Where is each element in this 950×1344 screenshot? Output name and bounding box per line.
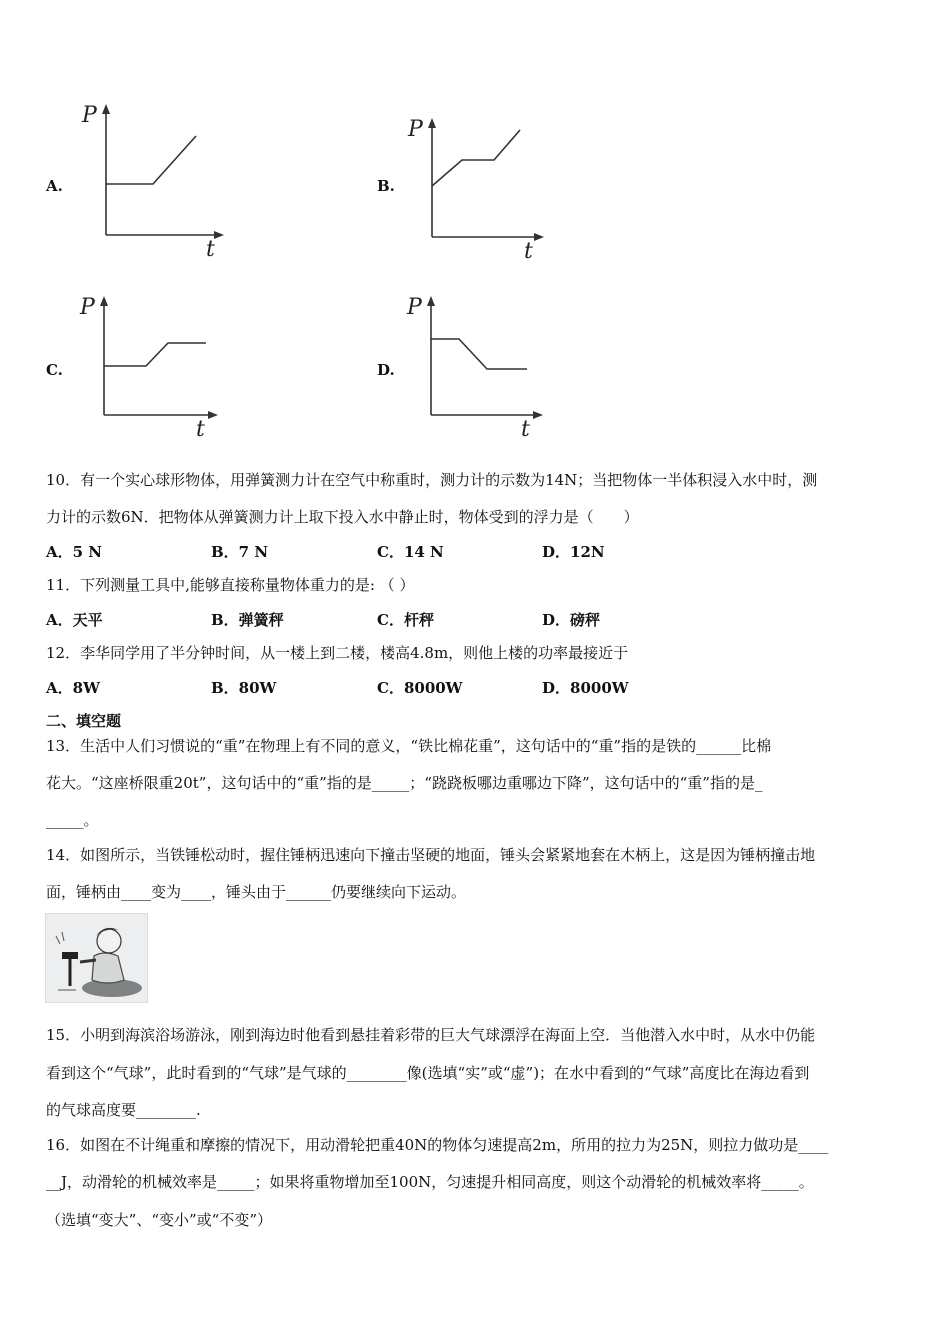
q11-option-b: B．弹簧秤 (211, 611, 284, 629)
q12-option-c: C．8000W (377, 679, 463, 697)
q14-line2: 面，锤柄由____变为____，锤头由于______仍要继续向下运动。 (46, 883, 467, 901)
q13-line2: 花大。“这座桥限重20t”，这句话中的“重”指的是_____；“跷跷板哪边重哪边下降”，这句话中的“重”指的是_ (46, 774, 763, 792)
q11-line1: 11．下列测量工具中,能够直接称量物体重力的是: （ ） (46, 576, 415, 594)
graph-a-x-arrow (214, 231, 224, 239)
q10-option-d: D．12N (542, 543, 605, 561)
graph-b-y-arrow (428, 118, 436, 128)
boy-arm-shape (80, 960, 96, 962)
option-b-label: B. (377, 177, 395, 195)
q16-line3: （选填“变大”、“变小”或“不变”） (46, 1211, 273, 1229)
q15-line3: 的气球高度要________. (46, 1101, 201, 1119)
graph-c-axis-p: P (80, 295, 95, 320)
graph-a-svg (78, 100, 238, 260)
graph-c-curve (104, 343, 206, 366)
hammer-head-shape (62, 952, 78, 959)
q14-line1: 14．如图所示，当铁锤松动时，握住锤柄迅速向下撞击坚硬的地面，锤头会紧紧地套在木柄上，这是因为锤柄撞击地 (46, 846, 816, 864)
q13-line3: _____。 (46, 811, 99, 829)
graph-a-curve (106, 136, 196, 184)
q16-line1: 16．如图在不计绳重和摩擦的情况下，用动滑轮把重40N的物体匀速提高2m，所用的拉力为25N，则拉力做功是____ (46, 1136, 829, 1154)
graph-c-x-arrow (208, 411, 218, 419)
q11-option-a: A．天平 (46, 611, 103, 629)
graph-d (403, 280, 563, 444)
graph-d-axis-p: P (407, 295, 422, 320)
q15-line1: 15．小明到海滨浴场游泳，刚到海边时他看到悬挂着彩带的巨大气球漂浮在海面上空．当他潜入水中时，从水中仍能 (46, 1026, 816, 1044)
graph-a-axis-t: t (206, 237, 215, 262)
graph-d-svg (403, 280, 563, 440)
option-c-label: C. (46, 361, 63, 379)
q13-line1: 13．生活中人们习惯说的“重”在物理上有不同的意义，“铁比棉花重”，这句话中的“重”指的是铁的______比棉 (46, 737, 772, 755)
graph-a-axis-p: P (82, 103, 97, 128)
q10-option-c: C．14 N (377, 543, 444, 561)
q16-line2: __J，动滑轮的机械效率是_____；如果将重物增加至100N，匀速提升相同高度，则这个动滑轮的机械效率将_____。 (46, 1173, 814, 1191)
graph-a-y-arrow (102, 104, 110, 114)
graph-c-svg (76, 280, 236, 440)
graph-c-y-arrow (100, 296, 108, 306)
graph-d-x-arrow (533, 411, 543, 419)
graph-b (404, 102, 564, 266)
boy-hammer-drawing (46, 914, 147, 1002)
option-a-label: A. (46, 177, 63, 195)
q11-option-c: C．杆秤 (377, 611, 434, 629)
q15-line2: 看到这个“气球”，此时看到的“气球”是气球的________像(选填“实”或“虚”)；在水中看到的“气球”高度比在海边看到 (46, 1064, 810, 1082)
section-title-fill-blank: 二、填空题 (46, 712, 122, 730)
motion-line-1 (56, 936, 60, 944)
boy-body-shape (92, 953, 124, 983)
graph-d-y-arrow (427, 296, 435, 306)
q12-option-b: B．80W (211, 679, 277, 697)
q12-line1: 12．李华同学用了半分钟时间，从一楼上到二楼，楼高4.8m，则他上楼的功率最接近于 (46, 644, 629, 662)
graph-c-axis-t: t (196, 417, 205, 442)
graph-b-axis-p: P (408, 117, 423, 142)
graph-b-svg (404, 102, 564, 262)
boy-head-shape (97, 929, 121, 953)
q10-option-a: A．5 N (46, 543, 103, 561)
option-d-label: D. (377, 361, 395, 379)
q12-option-a: A．8W (46, 679, 100, 697)
motion-line-2 (62, 932, 64, 941)
graph-b-x-arrow (534, 233, 544, 241)
graph-a (78, 100, 238, 264)
graph-c (76, 280, 236, 444)
graph-d-curve (431, 339, 527, 369)
graph-d-axis-t: t (521, 417, 530, 442)
q10-line2: 力计的示数6N．把物体从弹簧测力计上取下投入水中静止时，物体受到的浮力是（ ） (46, 508, 639, 526)
q10-line1: 10．有一个实心球形物体，用弹簧测力计在空气中称重时，测力计的示数为14N；当把物体一半体积浸入水中时，测 (46, 471, 818, 489)
graph-b-curve (432, 130, 520, 186)
q10-option-b: B．7 N (211, 543, 269, 561)
graph-b-axis-t: t (524, 239, 533, 264)
hammer-illustration (45, 913, 148, 1003)
q12-option-d: D．8000W (542, 679, 629, 697)
q11-option-d: D．磅秤 (542, 611, 601, 629)
